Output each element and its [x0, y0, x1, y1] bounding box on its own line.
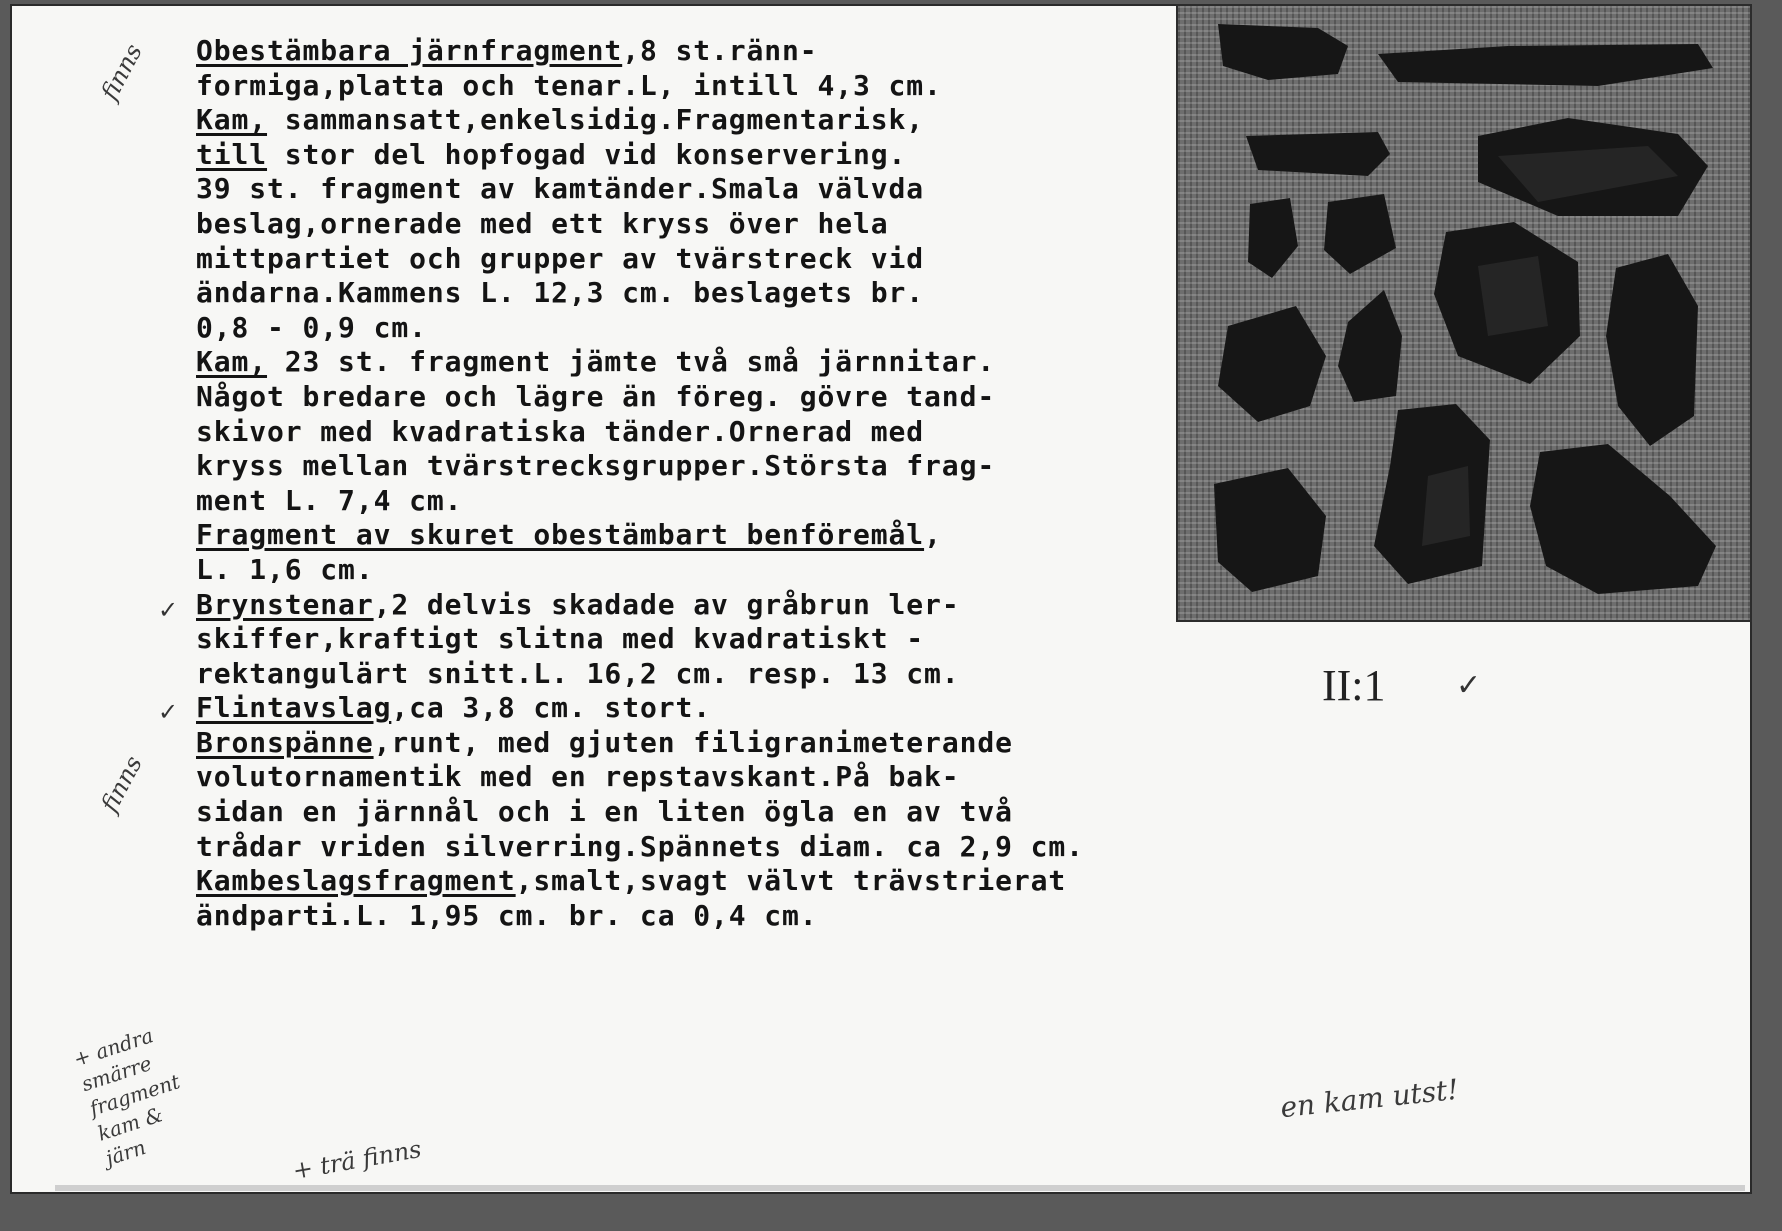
handwritten-note-bottom-left: + andra smärre fragment kam & järn [70, 1023, 183, 1171]
heading-whetstones: Brynstenar [196, 587, 374, 621]
heading-comb-1: Kam, [196, 103, 268, 137]
text-line: Fragment av skuret obestämbart benföremål, [196, 518, 942, 552]
text-line: trådar vriden silverring.Spännets diam. ca 2,9 cm. [196, 829, 1084, 863]
heading-comb-2: Kam, [196, 345, 268, 379]
text-line: volutornamentik med en repstavskant.På bak- [196, 760, 960, 794]
text-line: Bronspänne,runt, med gjuten filigranimeterande [196, 725, 1013, 759]
handwritten-note-bottom: + trä finns [290, 1134, 424, 1186]
check-mark-icon: ✓ [1456, 668, 1482, 703]
text-line: Något bredare och lägre än föreg. gövre tand- [196, 379, 996, 413]
heading-bone-fragment: Fragment av skuret obestämbart benföremål [196, 518, 925, 552]
text-line: L. 1,6 cm. [196, 552, 374, 586]
check-mark-icon: ✓ [158, 698, 179, 726]
artifact-fragments-image [1178, 6, 1750, 620]
margin-note-finns: finns [95, 39, 148, 105]
line-0-rest: ,8 st.ränn- [622, 34, 818, 67]
plate-label: II:1 [1322, 661, 1386, 710]
text-line [196, 34, 1256, 69]
text-line: skiffer,kraftigt slitna med kvadratiskt - [196, 622, 925, 656]
typed-text-block [196, 34, 1256, 933]
text-line: Brynstenar,2 delvis skadade av gråbrun ler- [196, 587, 960, 621]
text-line: Kam, 23 st. fragment jämte två små järnnitar. [196, 345, 996, 379]
text-line: skivor med kvadratiska tänder.Ornerad med [196, 414, 925, 448]
heading-bronze-brooch: Bronspänne [196, 725, 374, 759]
artifact-photo [1176, 4, 1752, 622]
heading-till: till [196, 137, 268, 171]
heading-comb-mount-fragment: Kambeslagsfragment [196, 864, 516, 898]
text-line: formiga,platta och tenar.L, intill 4,3 cm. [196, 68, 942, 102]
heading-iron-fragments: Obestämbara järnfragment [196, 34, 623, 67]
text-line: Flintavslag,ca 3,8 cm. stort. [196, 691, 711, 725]
card-bottom-edge [55, 1185, 1745, 1191]
text-line: mittpartiet och grupper av tvärstreck vid [196, 241, 925, 275]
text-line: Kambeslagsfragment,smalt,svagt välvt trävstrierat [196, 864, 1067, 898]
text-line: ment L. 7,4 cm. [196, 483, 463, 517]
text-line: rektangulärt snitt.L. 16,2 cm. resp. 13 cm. [196, 656, 960, 690]
margin-note-finns: finns [95, 751, 148, 817]
check-mark-icon: ✓ [158, 596, 179, 624]
text-line: 0,8 - 0,9 cm. [196, 310, 427, 344]
heading-flint-flake: Flintavslag [196, 691, 392, 725]
text-line: beslag,ornerade med ett kryss över hela [196, 206, 889, 240]
text-line: kryss mellan tvärstrecksgrupper.Största frag- [196, 449, 996, 483]
text-line: sidan en järnnål och i en liten ögla en av två [196, 795, 1013, 829]
text-line: till stor del hopfogad vid konservering. [196, 137, 907, 171]
handwritten-note-right: en kam utst! [1278, 1072, 1461, 1125]
text-line: Kam, sammansatt,enkelsidig.Fragmentarisk, [196, 103, 925, 137]
text-line: ändarna.Kammens L. 12,3 cm. beslagets br. [196, 276, 925, 310]
text-line: 39 st. fragment av kamtänder.Smala välvda [196, 172, 925, 206]
text-line: ändparti.L. 1,95 cm. br. ca 0,4 cm. [196, 898, 818, 932]
